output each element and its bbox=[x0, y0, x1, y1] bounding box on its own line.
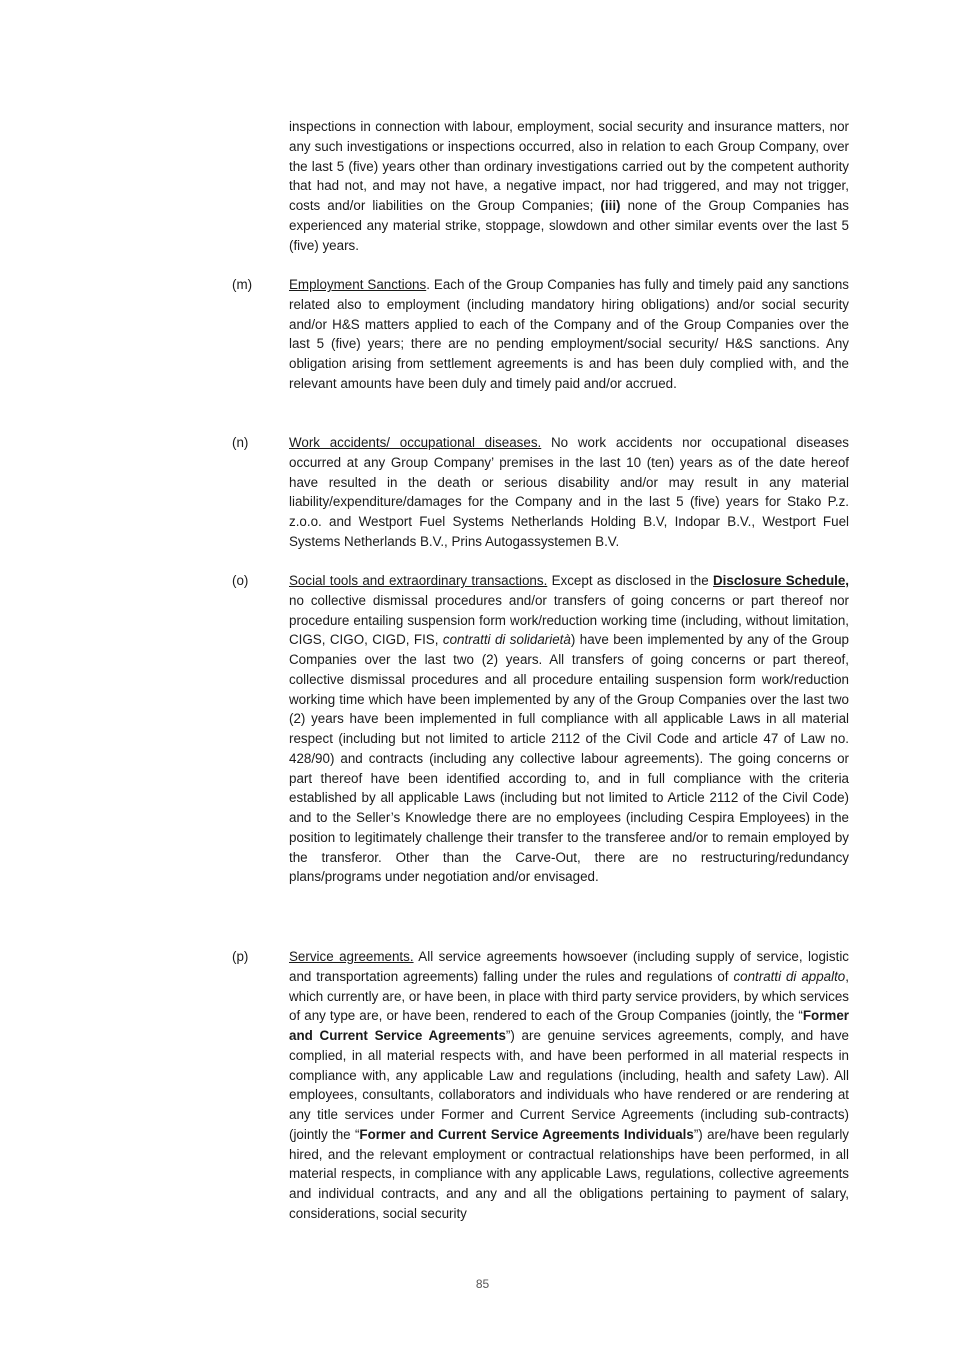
section-p-italic-term: contratti di appalto bbox=[733, 968, 846, 984]
intro-text-b: none of the Group Companies has experienced any material strike, stoppage, slowdown and other similar events over the last 5 (five) years. bbox=[289, 198, 849, 253]
disclosure-schedule-ref: Disclosure Schedule, bbox=[713, 573, 850, 588]
intro-paragraph bbox=[289, 117, 849, 255]
section-p-body-c: ”) are genuine services agreements, comply, and have complied, in all material respects with, and have been performed in all material respects in compliance with, any applicable Law and regulations (including, health and safety Law). All employees, consultants, collaborators and individuals who have rendered or are rendering at any title services under Former and Current Service Agreements (including sub-contracts) (jointly the “ bbox=[289, 1028, 849, 1142]
section-o-heading: Social tools and extraordinary transactions. bbox=[289, 573, 548, 588]
section-label-p: (p) bbox=[232, 949, 249, 964]
section-p-heading: Service agreements. bbox=[289, 949, 414, 964]
section-m-paragraph bbox=[289, 275, 849, 394]
intro-text-a: inspections in connection with labour, employment, social security and insurance matters, nor any such investigations or inspections occurred, also in relation to each Group Company, over the last 5 (five) years other than ordinary investigations carried out by the competent authority that had not, and may not have, a negative impact, nor had triggered, and may not trigger, costs and/or liabilities on the Group Companies; bbox=[289, 119, 849, 213]
section-p-bold-term-2: Former and Current Service Agreements Individuals bbox=[359, 1126, 694, 1142]
section-p-paragraph bbox=[289, 947, 849, 1224]
section-label-m: (m) bbox=[232, 277, 253, 292]
section-label-n: (n) bbox=[232, 435, 249, 450]
section-o-body-b: no collective dismissal procedures and/or transfers of going concerns or part thereof nor procedure entailing suspension form work/reduction working time (including, without limitation, CIGS, CIGO, CIGD, FIS, bbox=[289, 592, 849, 648]
section-m-heading: Employment Sanctions bbox=[289, 277, 427, 292]
section-label-o: (o) bbox=[232, 573, 249, 588]
section-o-body-a: Except as disclosed in the bbox=[551, 573, 709, 588]
section-n-heading: Work accidents/ occupational diseases. bbox=[289, 435, 542, 450]
section-o-body-c: ) have been implemented by any of the Group Companies over the last two (2) years. All transfers of going concerns or part thereof, collective dismissal procedures and all procedure entailing suspension form work/reduction working time which have been implemented by any of the Group Companies over the last two (2) years have been implemented in full compliance with all applicable Laws in all material respect (including but not limited to article 2112 of the Civil Code and article 47 of Law no. 428/90) and contracts (including any collective labour agreements). The going concerns or part thereof have been identified according to, and in full compliance with the criteria established by all applicable Laws (including but not limited to Article 2112 of the Civil Code) and to the Seller’s Knowledge there are no employees (including Cespira Employees) in the position to legitimately challenge their transfer to the transferee and/or to remain employed by the transferor. Other than the Carve-Out, there are no restructuring/redundancy plans/programs under negotiation and/or envisaged. bbox=[289, 632, 849, 885]
section-p-body-d: ”) are/have been regularly hired, and the relevant employment or contractual relationships have been performed, in all material respects, in compliance with any applicable Laws, regulations, collective agreements and individual contracts, and any and all the obligations pertaining to payment of salary, considerations, social security bbox=[289, 1126, 849, 1221]
section-p-body-b: , which currently are, or have been, in place with third party service providers, by which services of any type are, or have been, rendered to each of the Group Companies (jointly, the “ bbox=[289, 968, 849, 1024]
section-n-paragraph bbox=[289, 433, 849, 552]
section-o-paragraph bbox=[289, 571, 849, 887]
page-number: 85 bbox=[475, 1277, 490, 1291]
section-m-body: . Each of the Group Companies has fully and timely paid any sanctions related also to employment (including mandatory hiring obligations) and/or social security and/or H&S matters applied to each of the Company and of the Group Companies over the last 5 (five) years; there are no pending employment/social security/ H&S sanctions. Any obligation arising from settlement agreements is and has been duly complied with, and the relevant amounts have been duly and timely paid and/or accrued. bbox=[289, 277, 849, 391]
section-p-body-a: All service agreements howsoever (including supply of service, logistic and transportation agreements) falling under the rules and regulations of bbox=[289, 949, 849, 984]
section-o-italic-term: contratti di solidarietà bbox=[442, 632, 571, 648]
section-n-body: No work accidents nor occupational diseases occurred at any Group Company’ premises in the last 10 (ten) years as of the date hereof have resulted in the death or serious disability and/or may result in any material liability/expenditure/damages for the Company and in the last 5 (five) years for Stako P.z. z.o.o. and Westport Fuel Systems Netherlands Holding B.V, Indopar B.V., Westport Fuel Systems Netherlands B.V., Prins Autogassystemen B.V. bbox=[289, 435, 849, 549]
marker-iii: (iii) bbox=[600, 198, 621, 213]
section-p-bold-term-1: Former and Current Service Agreements bbox=[289, 1008, 849, 1043]
